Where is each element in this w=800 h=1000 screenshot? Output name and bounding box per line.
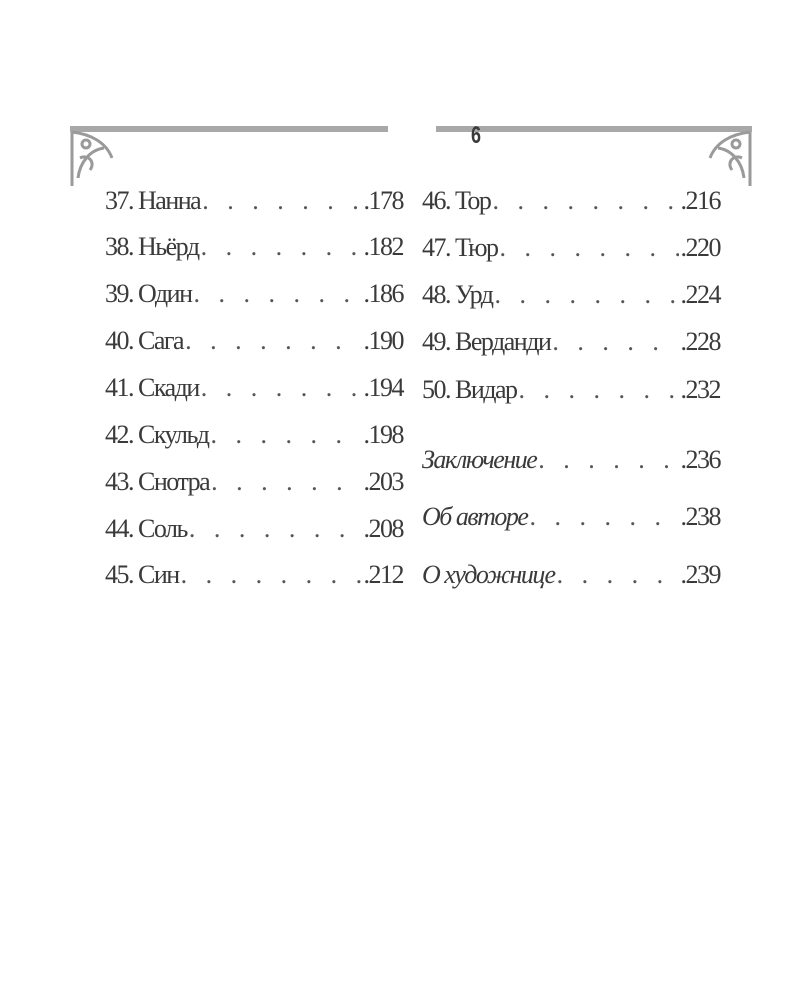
toc-entry-page: .194 <box>363 373 403 402</box>
toc-entry[interactable] <box>422 445 720 475</box>
toc-entry[interactable] <box>422 560 720 590</box>
toc-entry-page: .228 <box>680 327 720 356</box>
toc-entry-title: 41. Скади <box>105 373 199 402</box>
toc-entry[interactable] <box>105 560 403 590</box>
header-rule-left <box>70 126 388 132</box>
toc-entry-title: 46. Тор <box>422 186 491 215</box>
toc-leader-dots <box>185 326 361 356</box>
toc-entry[interactable] <box>422 327 720 357</box>
corner-flourish-left <box>72 132 112 186</box>
toc-entry-page: .186 <box>363 279 403 308</box>
toc-entry-title: 49. Верданди <box>422 327 551 356</box>
toc-leader-dots <box>211 467 361 497</box>
toc-entry-page: .220 <box>680 233 720 262</box>
toc-entry-page: .208 <box>363 514 403 543</box>
toc-leader-dots <box>552 327 678 357</box>
toc-leader-dots <box>211 420 362 450</box>
toc-leader-dots <box>519 375 679 405</box>
toc-entry-page: .182 <box>363 232 403 261</box>
toc-entry-page: .212 <box>363 560 403 589</box>
toc-entry[interactable] <box>422 280 720 310</box>
header-ornament <box>70 118 752 188</box>
toc-entry-title: 47. Тюр <box>422 233 498 262</box>
toc-leader-dots <box>194 279 362 309</box>
toc-entry-page: .178 <box>363 186 403 215</box>
toc-leader-dots <box>201 232 362 262</box>
page-header <box>70 118 752 188</box>
toc-entry[interactable] <box>422 233 720 263</box>
toc-entry-page: .238 <box>680 502 720 531</box>
toc-leader-dots <box>189 514 362 544</box>
toc-entry-page: .236 <box>680 445 720 474</box>
toc-leader-dots <box>557 560 679 590</box>
toc-entry-title: 50. Видар <box>422 375 517 404</box>
toc-leader-dots <box>492 186 678 216</box>
toc-entry[interactable] <box>422 502 720 532</box>
toc-entry-title: 39. Один <box>105 279 192 308</box>
toc-entry[interactable] <box>422 375 720 405</box>
toc-leader-dots <box>538 445 678 475</box>
toc-entry[interactable] <box>105 373 403 403</box>
toc-entry[interactable] <box>105 420 403 450</box>
corner-flourish-right <box>710 132 750 186</box>
page-number: 6 <box>470 122 482 149</box>
toc-entry[interactable] <box>105 279 403 309</box>
toc-entry-title: 48. Урд <box>422 280 493 309</box>
toc-entry[interactable] <box>422 186 720 216</box>
toc-leader-dots <box>529 502 678 532</box>
toc-leader-dots <box>500 233 679 263</box>
toc-entry[interactable] <box>105 232 403 262</box>
toc-entry-title: Заключение <box>422 445 537 474</box>
toc-entry-title: 44. Соль <box>105 514 187 543</box>
toc-entry-title: 40. Сага <box>105 326 184 355</box>
toc-entry-page: .190 <box>363 326 403 355</box>
toc-entry-title: 37. Нанна <box>105 186 201 215</box>
toc-leader-dots <box>495 280 679 310</box>
toc-entry[interactable] <box>105 326 403 356</box>
toc-entry-title: 38. Ньёрд <box>105 232 199 261</box>
toc-entry-page: .239 <box>680 560 720 589</box>
toc-entry-title: О художнице <box>422 560 555 589</box>
toc-entry-page: .203 <box>363 467 403 496</box>
toc-leader-dots <box>181 560 362 590</box>
toc-entry-page: .198 <box>363 420 403 449</box>
toc-entry-title: 45. Син <box>105 560 179 589</box>
toc-entry-title: 43. Снотра <box>105 467 210 496</box>
toc-entry-page: .232 <box>680 375 720 404</box>
toc-entry[interactable] <box>105 186 403 216</box>
toc-leader-dots <box>202 186 361 216</box>
toc-entry-title: Об авторе <box>422 502 528 531</box>
toc-leader-dots <box>201 373 362 403</box>
toc-entry-page: .216 <box>680 186 720 215</box>
toc-entry-title: 42. Скульд <box>105 420 209 449</box>
toc-entry[interactable] <box>105 467 403 497</box>
toc-entry[interactable] <box>105 514 403 544</box>
toc-entry-page: .224 <box>680 280 720 309</box>
